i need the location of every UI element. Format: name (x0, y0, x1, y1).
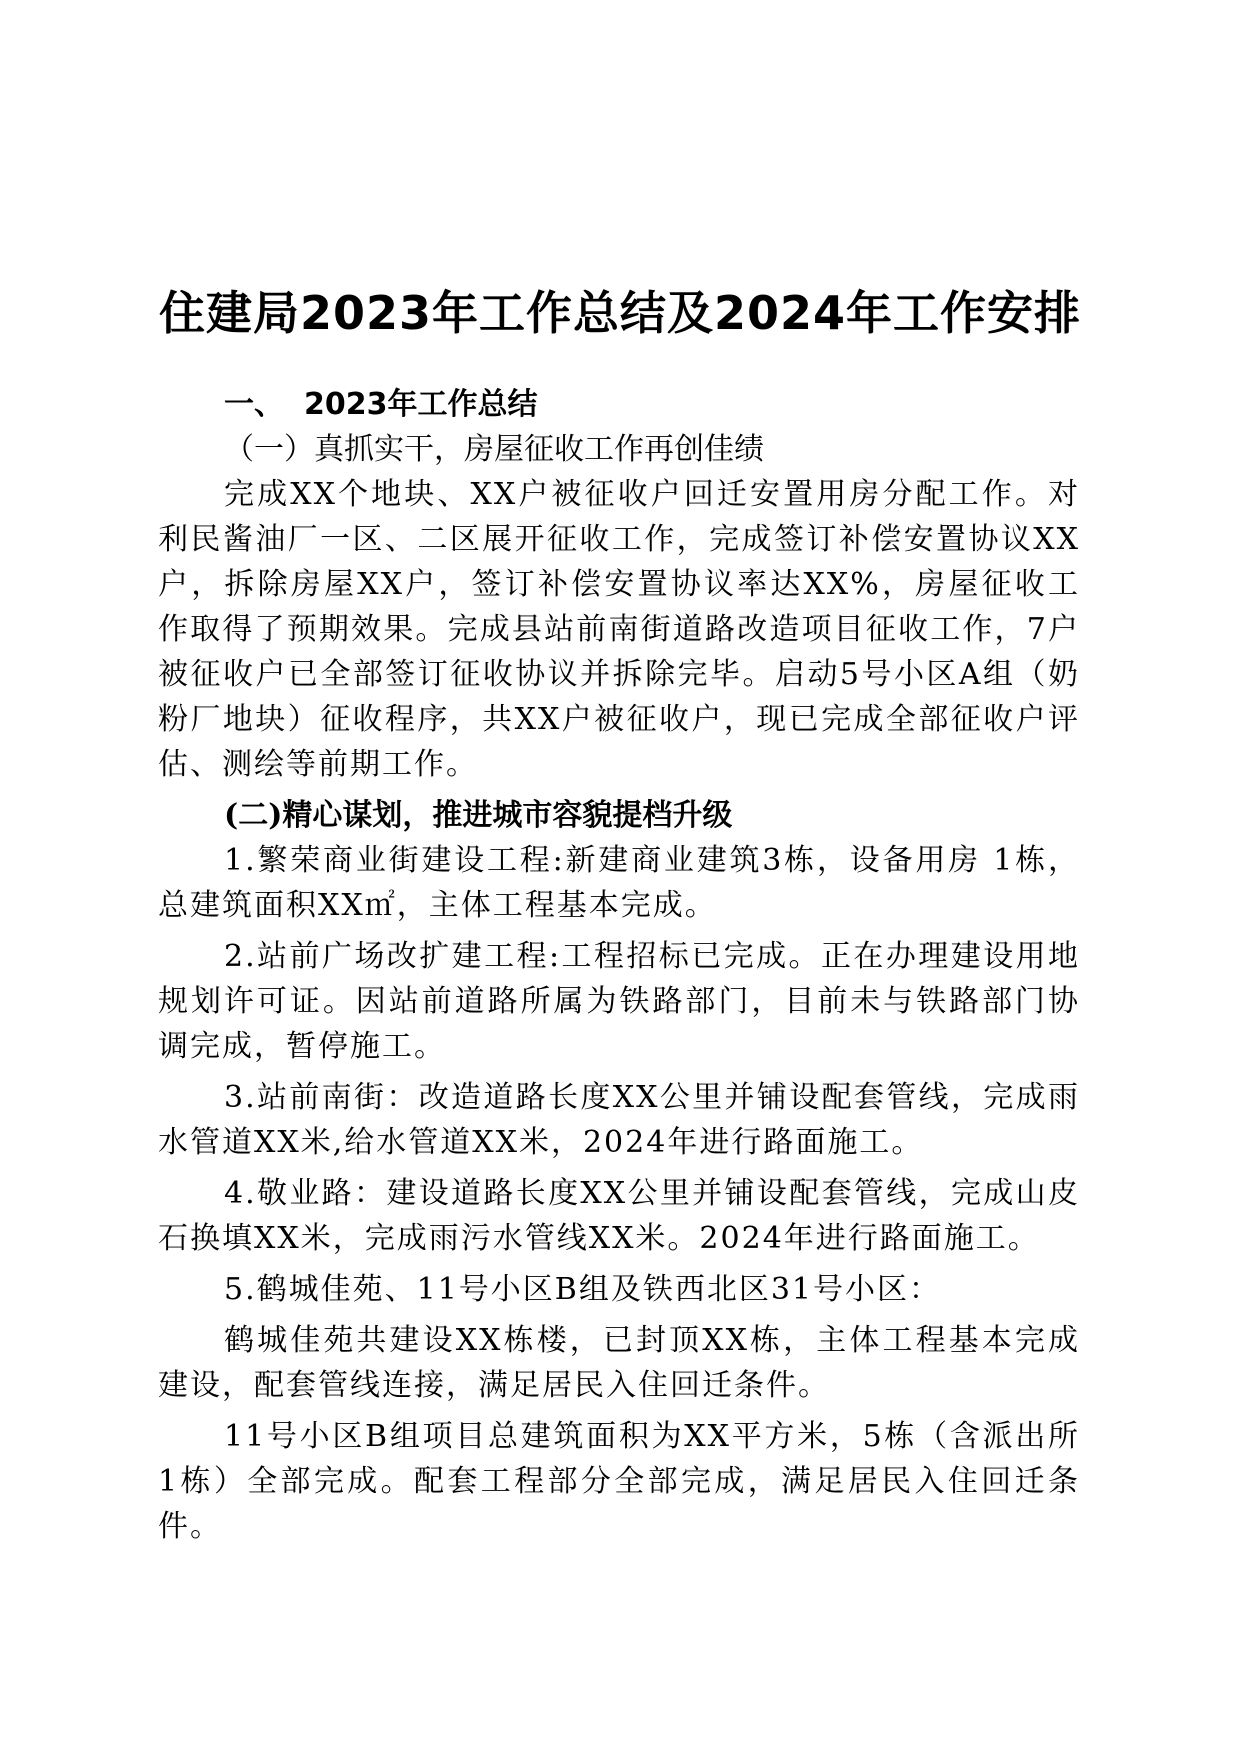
paragraph: 2.站前广场改扩建工程:工程招标已完成。正在办理建设用地规划许可证。因站前道路所属为铁路部门，目前未与铁路部门协调完成，暂停施工。 (158, 939, 1080, 1064)
section-number: 一、 (224, 387, 284, 422)
paragraph: 完成XX个地块、XX户被征收户回迁安置用房分配工作。对利民酱油厂一区、二区展开征收工作，完成签订补偿安置协议XX户，拆除房屋XX户，签订补偿安置协议率达XX%，房屋征收工作取得了预期效果。完成县站前南街道路改造项目征收工作，7户被征收户已全部签订征收协议并拆除完毕。启动5号小区A组（奶粉厂地块）征收程序，共XX户被征收户，现已完成全部征收户评估、测绘等前期工作。 (158, 477, 1080, 782)
paragraph: 1.繁荣商业街建设工程:新建商业建筑3栋，设备用房 1栋，总建筑面积XX㎡，主体工程基本完成。 (158, 843, 1080, 923)
document-body (158, 382, 1080, 1555)
subsection-heading: （一）真抓实干，房屋征收工作再创佳绩 (224, 432, 764, 467)
paragraph: 鹤城佳苑共建设XX栋楼，已封顶XX栋，主体工程基本完成建设，配套管线连接，满足居民入住回迁条件。 (158, 1323, 1080, 1403)
section-heading (224, 382, 1080, 427)
paragraph: 3.站前南街：改造道路长度XX公里并铺设配套管线，完成雨水管道XX米,给水管道XX米，2024年进行路面施工。 (158, 1080, 1080, 1160)
section-title: 2023年工作总结 (304, 387, 538, 422)
paragraph: 4.敬业路：建设道路长度XX公里并铺设配套管线，完成山皮石换填XX米，完成雨污水管线XX米。2024年进行路面施工。 (158, 1176, 1080, 1256)
paragraph: 5.鹤城佳苑、11号小区B组及铁西北区31号小区： (224, 1272, 942, 1307)
subsection-heading: (二)精心谋划，推进城市容貌提档升级 (224, 798, 733, 833)
paragraph: 11号小区B组项目总建筑面积为XX平方米，5栋（含派出所1栋）全部完成。配套工程部分全部完成，满足居民入住回迁条件。 (158, 1419, 1080, 1544)
document-title: 住建局2023年工作总结及2024年工作安排 (158, 285, 1082, 340)
